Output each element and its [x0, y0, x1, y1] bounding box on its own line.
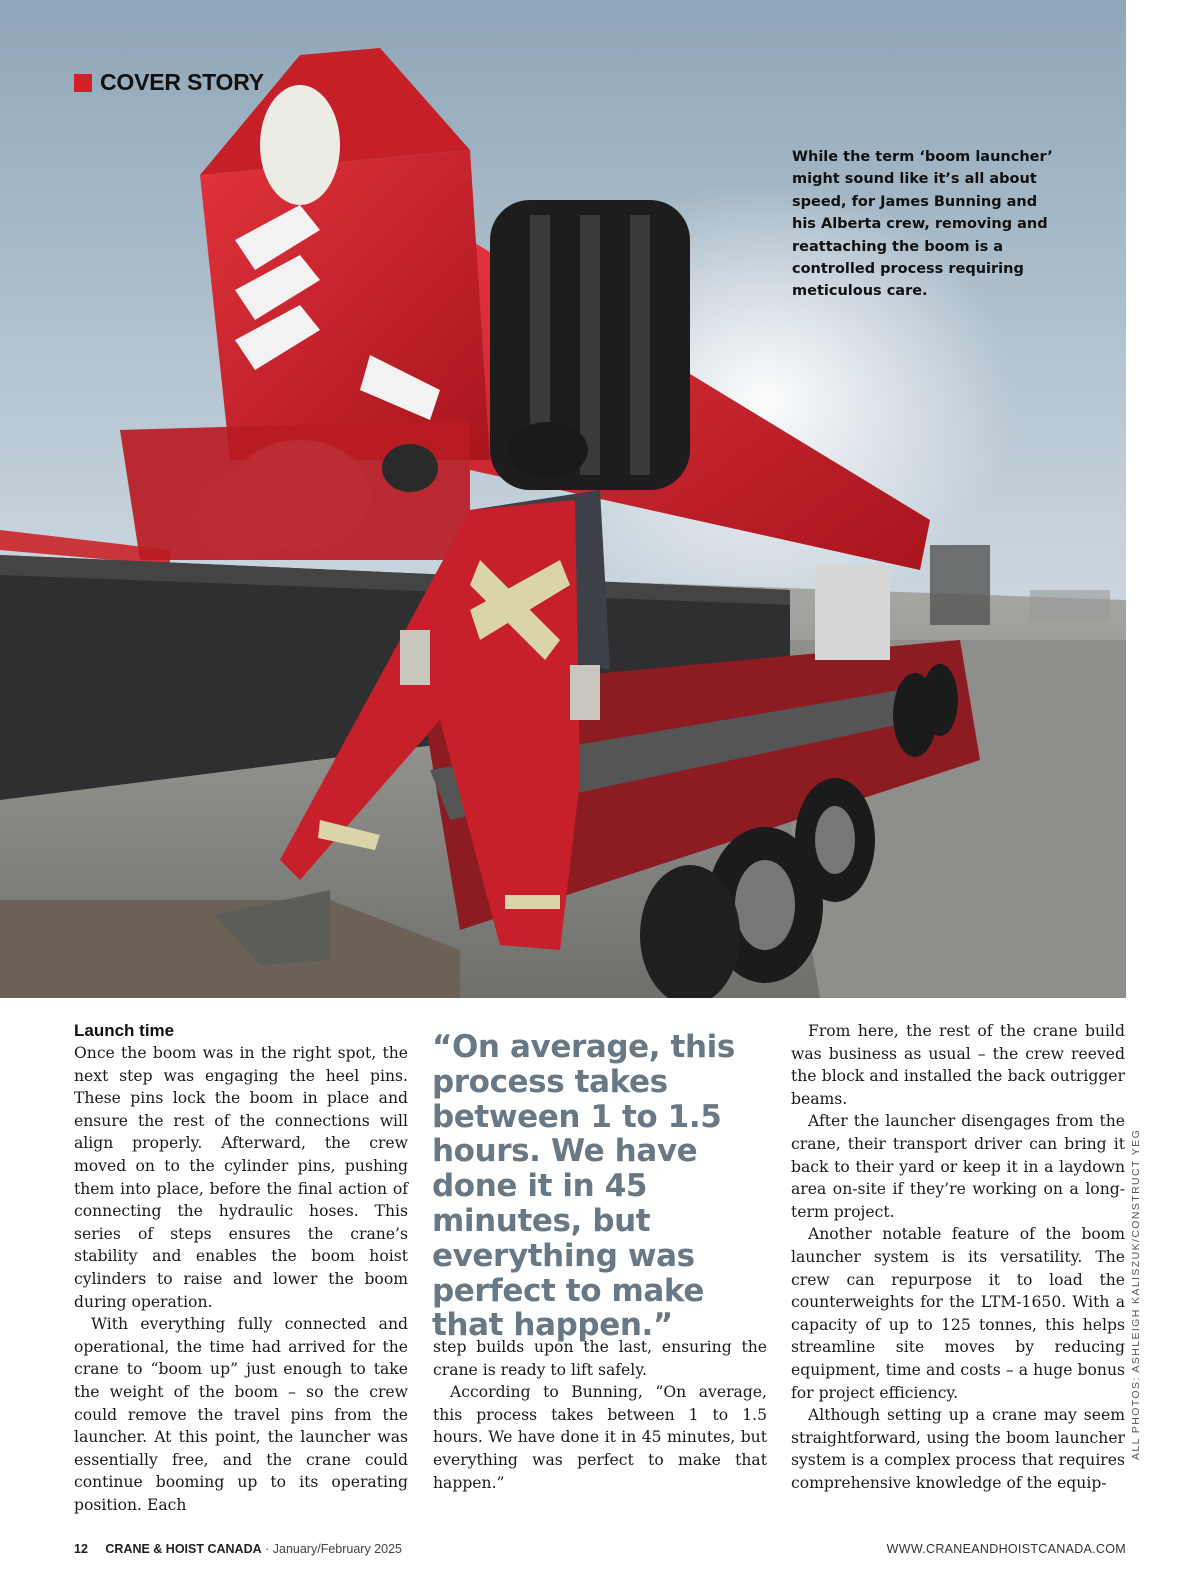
paragraph: Once the boom was in the right spot, the next step was engaging the heel pins. These pins lock the boom in place and ensure the rest of the connections will align properly. Afterward, the crew moved on to the cylinder pins, pushing them into place, before the final action of connecting the hydraulic hoses. This series of steps ensures the crane’s stability and enables the boom hoist cylinders to raise and lower the boom during operation.	[74, 1044, 408, 1311]
paragraph: step builds upon the last, ensuring the crane is ready to lift safely.	[433, 1338, 767, 1379]
page-footer	[74, 1542, 1126, 1560]
article-column-2	[433, 1336, 767, 1494]
paragraph: With everything fully connected and operational, the time had arrived for the crane to “boom up” just enough to take the weight of the boom – so the crew could remove the travel pins from the launcher. At this point, the launcher was essentially free, and the crane could continue booming up to its operating position. Each	[74, 1315, 408, 1514]
article-column-3	[791, 1020, 1125, 1494]
paragraph: Another notable feature of the boom launcher system is its versatility. The crew can repurpose it to load the counterweights for the LTM-1650. With a capacity of up to 125 tonnes, this helps streamline site moves by reducing equipment, time and costs – a huge bonus for project efficiency.	[791, 1225, 1125, 1402]
section-marker-icon	[74, 74, 92, 92]
subhead: Launch time	[74, 1021, 175, 1040]
page-number: 12	[74, 1542, 88, 1556]
article-column-1	[74, 1020, 408, 1516]
section-tag	[74, 69, 264, 96]
website-link[interactable]: WWW.CRANEANDHOISTCANADA.COM	[886, 1542, 1126, 1556]
section-label: COVER STORY	[100, 69, 264, 95]
photo-credit: ALL PHOTOS: ASHLEIGH KALISZUK/CONSTRUCT YEG	[1130, 1128, 1142, 1460]
issue-date: · January/February 2025	[261, 1542, 402, 1556]
pull-quote: “On average, this process takes between 1 to 1.5 hours. We have done it in 45 minutes, but everything was perfect to make that happen.”	[432, 1029, 735, 1344]
magazine-name: CRANE & HOIST CANADA	[105, 1542, 262, 1556]
photo-caption: While the term ‘boom launcher’ might sound like it’s all about speed, for James Bunning and his Alberta crew, removing and reattaching the boom is a controlled process requiring meticulous care.	[792, 149, 1053, 300]
paragraph: According to Bunning, “On average, this process takes between 1 to 1.5 hours. We have done it in 45 minutes, but everything was perfect to make that happen.”	[433, 1383, 767, 1492]
paragraph: From here, the rest of the crane build was business as usual – the crew reeved the block and installed the back outrigger beams.	[791, 1022, 1125, 1108]
paragraph: Although setting up a crane may seem straightforward, using the boom launcher system is a complex process that requires comprehensive knowledge of the equip-	[791, 1406, 1125, 1492]
paragraph: After the launcher disengages from the crane, their transport driver can bring it back to their yard or keep it in a laydown area on-site if they’re working on a long-term project.	[791, 1112, 1125, 1221]
